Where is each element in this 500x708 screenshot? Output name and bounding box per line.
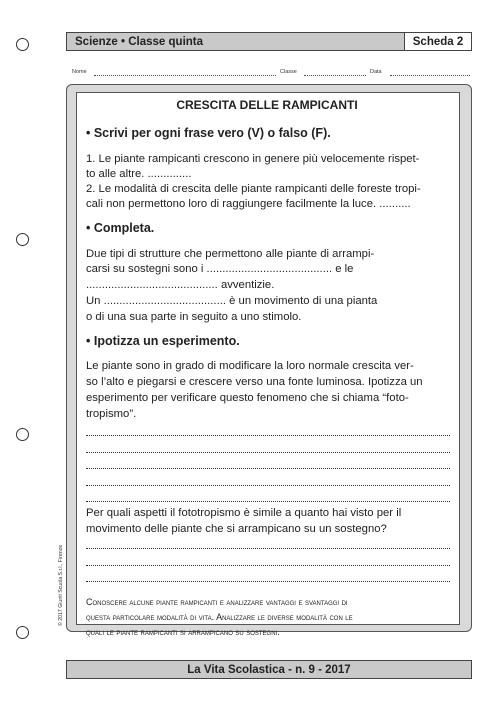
answer-line[interactable]: [86, 434, 450, 436]
class-label: Classe: [280, 69, 297, 75]
section2-line: .......................................... avventizie.: [86, 279, 275, 291]
objectives-line: questa particolare modalità di vita. Analizzare le diverse modalità con le: [86, 612, 353, 622]
section3-line: esperimento per verificare questo fenomeno che si chiama “foto-: [86, 392, 409, 404]
section1-line: 1. Le piante rampicanti crescono in genere più velocemente rispet-: [86, 153, 420, 165]
section2-line: o di una sua parte in seguito a uno stimolo.: [86, 311, 302, 323]
section2-line: carsi su sostegni sono i ........................................ e le: [86, 263, 354, 275]
section1-line: cali non permettono loro di raggiungere facilmente la luce. ..........: [86, 198, 411, 210]
date-field[interactable]: [390, 74, 470, 76]
section2-line: Un ....................................... è un movimento di una pianta: [86, 295, 378, 307]
class-field[interactable]: [304, 74, 366, 76]
objectives-line: quali le piante rampicanti si arrampicano su sostegni.: [86, 627, 280, 637]
binder-hole-1: [16, 38, 29, 51]
answer-line[interactable]: [86, 467, 450, 469]
answer-line[interactable]: [86, 564, 450, 566]
section1-line: 2. Le modalità di crescita delle piante rampicanti delle foreste tropi-: [86, 183, 421, 195]
section3-line: tropismo”.: [86, 408, 137, 420]
section3-line: Le piante sono in grado di modificare la loro normale crescita ver-: [86, 360, 414, 372]
answer-line[interactable]: [86, 451, 450, 453]
worksheet-title: CRESCITA DELLE RAMPICANTI: [176, 98, 358, 112]
answer-line[interactable]: [86, 500, 450, 502]
section2-line: Due tipi di strutture che permettono alle piante di arrampi-: [86, 248, 375, 260]
section3-question: movimento delle piante che si arrampicano su un sostegno?: [86, 523, 387, 535]
section3-line: so l’alto e piegarsi e crescere verso una fonte luminosa. Ipotizza un: [86, 376, 423, 388]
section3-question: Per quali aspetti il fototropismo è simile a quanto hai visto per il: [86, 507, 402, 519]
answer-line[interactable]: [86, 547, 450, 549]
binder-hole-3: [16, 428, 29, 441]
scheda-label: Scheda 2: [404, 33, 471, 50]
subject-label: Scienze • Classe quinta: [75, 35, 204, 48]
section2-heading: • Completa.: [86, 221, 155, 235]
answer-line[interactable]: [86, 580, 450, 582]
name-label: Nome: [72, 69, 87, 75]
section1-line: to alle altre. ..............: [86, 168, 192, 180]
student-fields: [72, 69, 470, 79]
name-field[interactable]: [94, 74, 276, 76]
binder-hole-2: [16, 233, 29, 246]
section1-heading: • Scrivi per ogni frase vero (V) o falso (F).: [86, 126, 331, 140]
objectives-line: Conoscere alcune piante rampicanti e analizzare vantaggi e svantaggi di: [86, 597, 348, 607]
answer-line[interactable]: [86, 484, 450, 486]
copyright-notice: © 2017 Giunti Scuola S.r.l., Firenze: [58, 544, 64, 626]
binder-hole-4: [16, 626, 29, 639]
date-label: Data: [370, 69, 382, 75]
section3-heading: • Ipotizza un esperimento.: [86, 334, 240, 348]
footer-band: La Vita Scolastica - n. 9 - 2017: [66, 660, 472, 679]
header-band: [66, 32, 472, 51]
